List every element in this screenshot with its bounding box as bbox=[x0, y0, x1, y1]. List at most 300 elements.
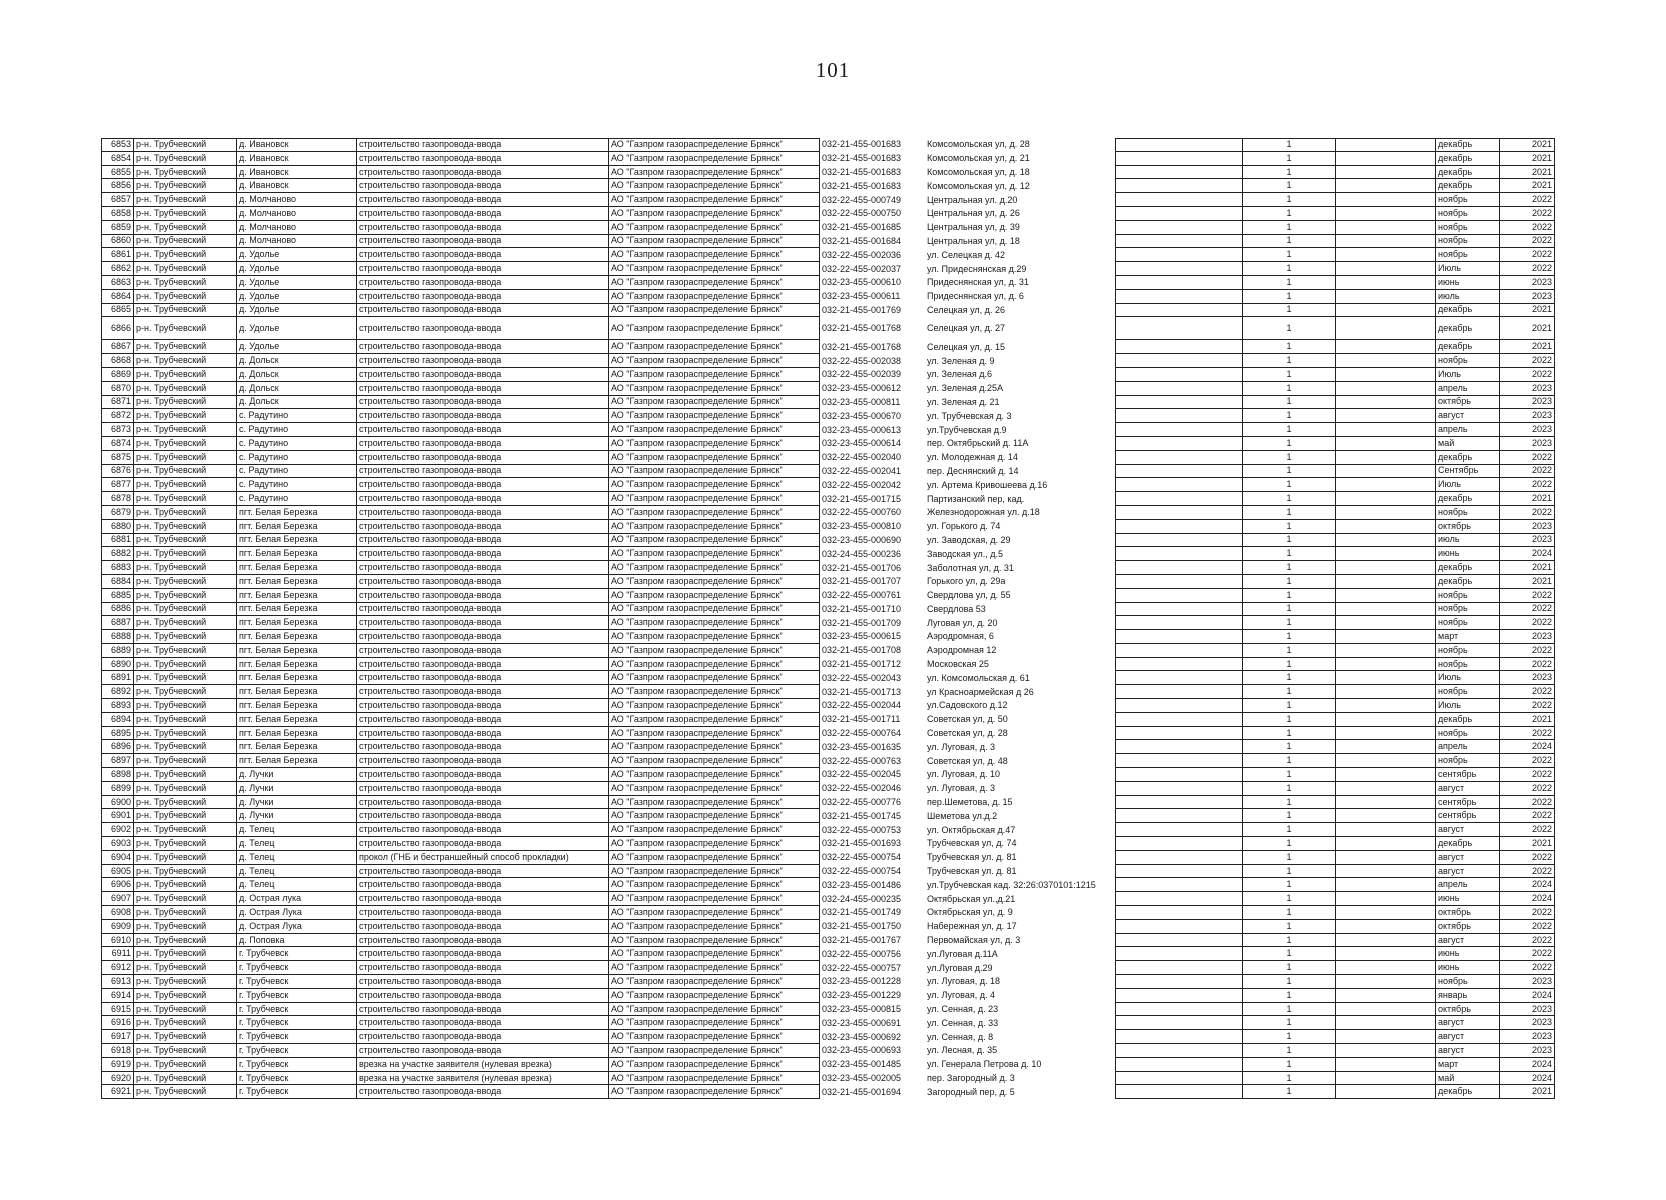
row-number: 6908 bbox=[101, 906, 134, 920]
quantity-cell: 1 bbox=[1243, 934, 1336, 948]
district-cell: р-н. Трубчевский bbox=[134, 1072, 237, 1086]
address-cell: Партизанский пер, кад. bbox=[927, 493, 1025, 504]
quantity-cell: 1 bbox=[1243, 248, 1336, 262]
address-cell: Набережная ул, д. 17 bbox=[927, 921, 1017, 932]
row-number: 6914 bbox=[101, 989, 134, 1003]
district-cell: р-н. Трубчевский bbox=[134, 906, 237, 920]
empty-cell bbox=[1115, 1085, 1243, 1099]
quantity-cell: 1 bbox=[1243, 409, 1336, 423]
row-number: 6885 bbox=[101, 589, 134, 603]
row-number: 6913 bbox=[101, 975, 134, 989]
empty-cell bbox=[1115, 754, 1243, 768]
empty-cell bbox=[1115, 166, 1243, 180]
locality-cell: д. Дольск bbox=[237, 382, 357, 396]
contract-code-cell: 032-22-455-002036 bbox=[822, 249, 902, 260]
year-cell: 2022 bbox=[1500, 616, 1555, 630]
empty-cell bbox=[1336, 207, 1436, 221]
organization-cell: АО "Газпром газораспределение Брянск" bbox=[609, 207, 820, 221]
empty-cell bbox=[1336, 644, 1436, 658]
district-cell: р-н. Трубчевский bbox=[134, 368, 237, 382]
address-cell: ул. Генерала Петрова д. 10 bbox=[927, 1059, 1042, 1070]
address-cell: ул. Зеленая д. 9 bbox=[927, 355, 995, 366]
contract-code-cell: 032-21-455-001684 bbox=[822, 235, 902, 246]
empty-cell bbox=[1115, 207, 1243, 221]
address-cell: Московская 25 bbox=[927, 659, 989, 670]
month-cell: август bbox=[1436, 934, 1500, 948]
quantity-cell: 1 bbox=[1243, 754, 1336, 768]
quantity-cell: 1 bbox=[1243, 1030, 1336, 1044]
empty-cell bbox=[1115, 920, 1243, 934]
organization-cell: АО "Газпром газораспределение Брянск" bbox=[609, 658, 820, 672]
year-cell: 2021 bbox=[1500, 575, 1555, 589]
address-cell: ул. Артема Кривошеева д.16 bbox=[927, 479, 1048, 490]
table-row bbox=[101, 276, 1555, 290]
table-row bbox=[101, 878, 1555, 892]
year-cell: 2021 bbox=[1500, 1085, 1555, 1099]
contract-code-cell: 032-23-455-000691 bbox=[822, 1017, 902, 1028]
year-cell: 2022 bbox=[1500, 920, 1555, 934]
empty-cell bbox=[1115, 382, 1243, 396]
empty-cell bbox=[1336, 262, 1436, 276]
empty-cell bbox=[1115, 603, 1243, 617]
district-cell: р-н. Трубчевский bbox=[134, 506, 237, 520]
contract-code-cell: 032-23-455-000612 bbox=[822, 383, 902, 394]
locality-cell: с. Радутино bbox=[237, 409, 357, 423]
district-cell: р-н. Трубчевский bbox=[134, 492, 237, 506]
district-cell: р-н. Трубчевский bbox=[134, 603, 237, 617]
district-cell: р-н. Трубчевский bbox=[134, 235, 237, 249]
empty-cell bbox=[1115, 138, 1243, 152]
month-cell: январь bbox=[1436, 989, 1500, 1003]
work-type-cell: строительство газопровода-ввода bbox=[357, 478, 609, 492]
contract-code-cell: 032-22-455-002044 bbox=[822, 700, 902, 711]
row-number: 6897 bbox=[101, 754, 134, 768]
table-row bbox=[101, 492, 1555, 506]
month-cell: ноябрь bbox=[1436, 727, 1500, 741]
district-cell: р-н. Трубчевский bbox=[134, 934, 237, 948]
organization-cell: АО "Газпром газораспределение Брянск" bbox=[609, 1016, 820, 1030]
empty-cell bbox=[1115, 989, 1243, 1003]
empty-cell bbox=[1115, 892, 1243, 906]
contract-code-cell: 032-22-455-000754 bbox=[822, 866, 902, 877]
row-number: 6911 bbox=[101, 947, 134, 961]
address-cell: ул.Трубчевская д.9 bbox=[927, 424, 1007, 435]
empty-cell bbox=[1336, 1044, 1436, 1058]
quantity-cell: 1 bbox=[1243, 740, 1336, 754]
table-row bbox=[101, 437, 1555, 451]
address-cell: ул. Зеленая д.6 bbox=[927, 369, 993, 380]
district-cell: р-н. Трубчевский bbox=[134, 1003, 237, 1017]
district-cell: р-н. Трубчевский bbox=[134, 451, 237, 465]
address-cell: пер. Деснянский д. 14 bbox=[927, 465, 1019, 476]
address-cell: ул. Луговая, д. 4 bbox=[927, 990, 995, 1001]
organization-cell: АО "Газпром газораспределение Брянск" bbox=[609, 396, 820, 410]
organization-cell: АО "Газпром газораспределение Брянск" bbox=[609, 809, 820, 823]
district-cell: р-н. Трубчевский bbox=[134, 1058, 237, 1072]
organization-cell: АО "Газпром газораспределение Брянск" bbox=[609, 290, 820, 304]
quantity-cell: 1 bbox=[1243, 630, 1336, 644]
work-type-cell: строительство газопровода-ввода bbox=[357, 423, 609, 437]
contract-code-cell: 032-21-455-001683 bbox=[822, 166, 902, 177]
table-row bbox=[101, 1044, 1555, 1058]
year-cell: 2022 bbox=[1500, 754, 1555, 768]
locality-cell: д. Острая Лука bbox=[237, 906, 357, 920]
empty-cell bbox=[1336, 1085, 1436, 1099]
empty-cell bbox=[1336, 782, 1436, 796]
row-number: 6901 bbox=[101, 809, 134, 823]
table-row bbox=[101, 796, 1555, 810]
year-cell: 2023 bbox=[1500, 1016, 1555, 1030]
quantity-cell: 1 bbox=[1243, 340, 1336, 354]
empty-cell bbox=[1336, 465, 1436, 479]
locality-cell: г. Трубчевск bbox=[237, 1058, 357, 1072]
table-row bbox=[101, 354, 1555, 368]
row-number: 6902 bbox=[101, 823, 134, 837]
address-cell: Шеметова ул.д.2 bbox=[927, 810, 998, 821]
table-row bbox=[101, 534, 1555, 548]
organization-cell: АО "Газпром газораспределение Брянск" bbox=[609, 409, 820, 423]
district-cell: р-н. Трубчевский bbox=[134, 304, 237, 318]
month-cell: ноябрь bbox=[1436, 616, 1500, 630]
table-row bbox=[101, 616, 1555, 630]
table-row bbox=[101, 152, 1555, 166]
quantity-cell: 1 bbox=[1243, 1058, 1336, 1072]
year-cell: 2022 bbox=[1500, 782, 1555, 796]
quantity-cell: 1 bbox=[1243, 290, 1336, 304]
table-row bbox=[101, 506, 1555, 520]
year-cell: 2021 bbox=[1500, 138, 1555, 152]
empty-cell bbox=[1115, 492, 1243, 506]
table-row bbox=[101, 920, 1555, 934]
quantity-cell: 1 bbox=[1243, 644, 1336, 658]
district-cell: р-н. Трубчевский bbox=[134, 920, 237, 934]
month-cell: ноябрь bbox=[1436, 754, 1500, 768]
quantity-cell: 1 bbox=[1243, 892, 1336, 906]
address-cell: Железнодорожная ул. д.18 bbox=[927, 507, 1040, 518]
row-number: 6899 bbox=[101, 782, 134, 796]
year-cell: 2022 bbox=[1500, 603, 1555, 617]
row-number: 6875 bbox=[101, 451, 134, 465]
year-cell: 2022 bbox=[1500, 961, 1555, 975]
work-type-cell: строительство газопровода-ввода bbox=[357, 1030, 609, 1044]
work-type-cell: строительство газопровода-ввода bbox=[357, 396, 609, 410]
contract-code-cell: 032-22-455-000761 bbox=[822, 590, 902, 601]
organization-cell: АО "Газпром газораспределение Брянск" bbox=[609, 1044, 820, 1058]
empty-cell bbox=[1115, 837, 1243, 851]
organization-cell: АО "Газпром газораспределение Брянск" bbox=[609, 906, 820, 920]
locality-cell: д. Телец bbox=[237, 865, 357, 879]
contract-code-cell: 032-22-455-002043 bbox=[822, 672, 902, 683]
empty-cell bbox=[1336, 1016, 1436, 1030]
work-type-cell: строительство газопровода-ввода bbox=[357, 768, 609, 782]
organization-cell: АО "Газпром газораспределение Брянск" bbox=[609, 796, 820, 810]
work-type-cell: строительство газопровода-ввода bbox=[357, 644, 609, 658]
year-cell: 2022 bbox=[1500, 851, 1555, 865]
empty-cell bbox=[1336, 603, 1436, 617]
year-cell: 2022 bbox=[1500, 947, 1555, 961]
row-number: 6855 bbox=[101, 166, 134, 180]
year-cell: 2023 bbox=[1500, 290, 1555, 304]
address-cell: Аэродромная, 6 bbox=[927, 631, 994, 642]
district-cell: р-н. Трубчевский bbox=[134, 409, 237, 423]
month-cell: июнь bbox=[1436, 961, 1500, 975]
empty-cell bbox=[1336, 138, 1436, 152]
locality-cell: пгт. Белая Березка bbox=[237, 506, 357, 520]
year-cell: 2023 bbox=[1500, 534, 1555, 548]
empty-cell bbox=[1336, 534, 1436, 548]
organization-cell: АО "Газпром газораспределение Брянск" bbox=[609, 740, 820, 754]
work-type-cell: строительство газопровода-ввода bbox=[357, 506, 609, 520]
locality-cell: д. Молчаново bbox=[237, 235, 357, 249]
quantity-cell: 1 bbox=[1243, 534, 1336, 548]
locality-cell: пгт. Белая Березка bbox=[237, 520, 357, 534]
contract-code-cell: 032-24-455-000236 bbox=[822, 548, 902, 559]
organization-cell: АО "Газпром газораспределение Брянск" bbox=[609, 547, 820, 561]
table-row bbox=[101, 1085, 1555, 1099]
contract-code-cell: 032-23-455-001486 bbox=[822, 879, 902, 890]
work-type-cell: строительство газопровода-ввода bbox=[357, 340, 609, 354]
work-type-cell: строительство газопровода-ввода bbox=[357, 685, 609, 699]
work-type-cell: строительство газопровода-ввода bbox=[357, 368, 609, 382]
year-cell: 2024 bbox=[1500, 1058, 1555, 1072]
address-cell: Свердлова 53 bbox=[927, 603, 986, 614]
locality-cell: д. Острая Лука bbox=[237, 920, 357, 934]
year-cell: 2023 bbox=[1500, 437, 1555, 451]
district-cell: р-н. Трубчевский bbox=[134, 837, 237, 851]
empty-cell bbox=[1115, 740, 1243, 754]
row-number: 6905 bbox=[101, 865, 134, 879]
empty-cell bbox=[1336, 396, 1436, 410]
year-cell: 2024 bbox=[1500, 878, 1555, 892]
address-cell: Аэродромная 12 bbox=[927, 645, 997, 656]
address-cell: Советская ул, д. 50 bbox=[927, 714, 1008, 725]
work-type-cell: строительство газопровода-ввода bbox=[357, 782, 609, 796]
locality-cell: пгт. Белая Березка bbox=[237, 589, 357, 603]
work-type-cell: строительство газопровода-ввода bbox=[357, 138, 609, 152]
year-cell: 2023 bbox=[1500, 423, 1555, 437]
year-cell: 2022 bbox=[1500, 658, 1555, 672]
contract-code-cell: 032-22-455-000749 bbox=[822, 194, 902, 205]
address-cell: Центральная ул, д. 26 bbox=[927, 208, 1020, 219]
table-row bbox=[101, 809, 1555, 823]
district-cell: р-н. Трубчевский bbox=[134, 437, 237, 451]
row-number: 6853 bbox=[101, 138, 134, 152]
address-cell: Горького ул, д. 29а bbox=[927, 576, 1006, 587]
year-cell: 2022 bbox=[1500, 865, 1555, 879]
table-row bbox=[101, 589, 1555, 603]
quantity-cell: 1 bbox=[1243, 989, 1336, 1003]
organization-cell: АО "Газпром газораспределение Брянск" bbox=[609, 837, 820, 851]
contract-code-cell: 032-21-455-001683 bbox=[822, 139, 902, 150]
contract-code-cell: 032-23-455-001635 bbox=[822, 741, 902, 752]
district-cell: р-н. Трубчевский bbox=[134, 290, 237, 304]
empty-cell bbox=[1336, 547, 1436, 561]
empty-cell bbox=[1115, 409, 1243, 423]
quantity-cell: 1 bbox=[1243, 658, 1336, 672]
organization-cell: АО "Газпром газораспределение Брянск" bbox=[609, 506, 820, 520]
table-row bbox=[101, 340, 1555, 354]
row-number: 6907 bbox=[101, 892, 134, 906]
empty-cell bbox=[1115, 179, 1243, 193]
locality-cell: пгт. Белая Березка bbox=[237, 630, 357, 644]
address-cell: ул. Комсомольская д. 61 bbox=[927, 672, 1030, 683]
locality-cell: пгт. Белая Березка bbox=[237, 671, 357, 685]
district-cell: р-н. Трубчевский bbox=[134, 1044, 237, 1058]
district-cell: р-н. Трубчевский bbox=[134, 179, 237, 193]
month-cell: март bbox=[1436, 1058, 1500, 1072]
month-cell: декабрь bbox=[1436, 152, 1500, 166]
district-cell: р-н. Трубчевский bbox=[134, 561, 237, 575]
empty-cell bbox=[1115, 304, 1243, 318]
locality-cell: д. Удолье bbox=[237, 317, 357, 340]
quantity-cell: 1 bbox=[1243, 368, 1336, 382]
empty-cell bbox=[1336, 671, 1436, 685]
year-cell: 2023 bbox=[1500, 1003, 1555, 1017]
quantity-cell: 1 bbox=[1243, 506, 1336, 520]
year-cell: 2022 bbox=[1500, 589, 1555, 603]
locality-cell: д. Телец bbox=[237, 851, 357, 865]
work-type-cell: строительство газопровода-ввода bbox=[357, 152, 609, 166]
empty-cell bbox=[1336, 409, 1436, 423]
organization-cell: АО "Газпром газораспределение Брянск" bbox=[609, 699, 820, 713]
locality-cell: г. Трубчевск bbox=[237, 1003, 357, 1017]
empty-cell bbox=[1336, 478, 1436, 492]
row-number: 6910 bbox=[101, 934, 134, 948]
address-cell: ул. Заводская, д. 29 bbox=[927, 534, 1011, 545]
quantity-cell: 1 bbox=[1243, 851, 1336, 865]
month-cell: октябрь bbox=[1436, 396, 1500, 410]
empty-cell bbox=[1336, 1003, 1436, 1017]
contract-code-cell: 032-23-455-002005 bbox=[822, 1072, 902, 1083]
quantity-cell: 1 bbox=[1243, 138, 1336, 152]
work-type-cell: строительство газопровода-ввода bbox=[357, 989, 609, 1003]
contract-code-cell: 032-21-455-001750 bbox=[822, 921, 902, 932]
month-cell: август bbox=[1436, 851, 1500, 865]
work-type-cell: строительство газопровода-ввода bbox=[357, 235, 609, 249]
table-row bbox=[101, 851, 1555, 865]
year-cell: 2022 bbox=[1500, 644, 1555, 658]
locality-cell: с. Радутино bbox=[237, 465, 357, 479]
empty-cell bbox=[1336, 920, 1436, 934]
quantity-cell: 1 bbox=[1243, 603, 1336, 617]
district-cell: р-н. Трубчевский bbox=[134, 166, 237, 180]
organization-cell: АО "Газпром газораспределение Брянск" bbox=[609, 437, 820, 451]
month-cell: июнь bbox=[1436, 276, 1500, 290]
address-cell: ул.Садовского д.12 bbox=[927, 700, 1008, 711]
work-type-cell: строительство газопровода-ввода bbox=[357, 547, 609, 561]
row-number: 6884 bbox=[101, 575, 134, 589]
address-cell: Придеснянская ул, д. 6 bbox=[927, 291, 1024, 302]
quantity-cell: 1 bbox=[1243, 809, 1336, 823]
month-cell: август bbox=[1436, 782, 1500, 796]
month-cell: ноябрь bbox=[1436, 644, 1500, 658]
row-number: 6865 bbox=[101, 304, 134, 318]
locality-cell: г. Трубчевск bbox=[237, 1072, 357, 1086]
year-cell: 2021 bbox=[1500, 837, 1555, 851]
district-cell: р-н. Трубчевский bbox=[134, 396, 237, 410]
locality-cell: д. Лучки bbox=[237, 782, 357, 796]
empty-cell bbox=[1115, 437, 1243, 451]
month-cell: декабрь bbox=[1436, 451, 1500, 465]
quantity-cell: 1 bbox=[1243, 671, 1336, 685]
year-cell: 2024 bbox=[1500, 740, 1555, 754]
contract-code-cell: 032-22-455-000760 bbox=[822, 507, 902, 518]
year-cell: 2022 bbox=[1500, 506, 1555, 520]
row-number: 6873 bbox=[101, 423, 134, 437]
work-type-cell: строительство газопровода-ввода bbox=[357, 809, 609, 823]
empty-cell bbox=[1336, 276, 1436, 290]
district-cell: р-н. Трубчевский bbox=[134, 248, 237, 262]
month-cell: декабрь bbox=[1436, 179, 1500, 193]
contract-code-cell: 032-23-455-001229 bbox=[822, 990, 902, 1001]
empty-cell bbox=[1336, 851, 1436, 865]
organization-cell: АО "Газпром газораспределение Брянск" bbox=[609, 1085, 820, 1099]
quantity-cell: 1 bbox=[1243, 575, 1336, 589]
table-row bbox=[101, 396, 1555, 410]
empty-cell bbox=[1115, 934, 1243, 948]
table-row bbox=[101, 934, 1555, 948]
locality-cell: пгт. Белая Березка bbox=[237, 713, 357, 727]
empty-cell bbox=[1336, 975, 1436, 989]
table-row bbox=[101, 138, 1555, 152]
empty-cell bbox=[1115, 152, 1243, 166]
organization-cell: АО "Газпром газораспределение Брянск" bbox=[609, 947, 820, 961]
organization-cell: АО "Газпром газораспределение Брянск" bbox=[609, 713, 820, 727]
month-cell: ноябрь bbox=[1436, 221, 1500, 235]
contract-code-cell: 032-21-455-001706 bbox=[822, 562, 902, 573]
contract-code-cell: 032-22-455-002037 bbox=[822, 263, 902, 274]
quantity-cell: 1 bbox=[1243, 166, 1336, 180]
quantity-cell: 1 bbox=[1243, 1044, 1336, 1058]
quantity-cell: 1 bbox=[1243, 317, 1336, 340]
district-cell: р-н. Трубчевский bbox=[134, 713, 237, 727]
district-cell: р-н. Трубчевский bbox=[134, 589, 237, 603]
empty-cell bbox=[1336, 1030, 1436, 1044]
empty-cell bbox=[1115, 713, 1243, 727]
row-number: 6883 bbox=[101, 561, 134, 575]
work-type-cell: строительство газопровода-ввода bbox=[357, 575, 609, 589]
empty-cell bbox=[1115, 727, 1243, 741]
table-row bbox=[101, 837, 1555, 851]
locality-cell: д. Телец bbox=[237, 823, 357, 837]
work-type-cell: строительство газопровода-ввода bbox=[357, 290, 609, 304]
organization-cell: АО "Газпром газораспределение Брянск" bbox=[609, 768, 820, 782]
organization-cell: АО "Газпром газораспределение Брянск" bbox=[609, 354, 820, 368]
district-cell: р-н. Трубчевский bbox=[134, 892, 237, 906]
empty-cell bbox=[1115, 878, 1243, 892]
row-number: 6854 bbox=[101, 152, 134, 166]
quantity-cell: 1 bbox=[1243, 396, 1336, 410]
locality-cell: пгт. Белая Березка bbox=[237, 754, 357, 768]
quantity-cell: 1 bbox=[1243, 304, 1336, 318]
work-type-cell: строительство газопровода-ввода bbox=[357, 920, 609, 934]
quantity-cell: 1 bbox=[1243, 478, 1336, 492]
row-number: 6878 bbox=[101, 492, 134, 506]
year-cell: 2022 bbox=[1500, 699, 1555, 713]
contract-code-cell: 032-21-455-001769 bbox=[822, 304, 902, 315]
district-cell: р-н. Трубчевский bbox=[134, 699, 237, 713]
locality-cell: г. Трубчевск bbox=[237, 1016, 357, 1030]
empty-cell bbox=[1336, 1058, 1436, 1072]
empty-cell bbox=[1336, 152, 1436, 166]
empty-cell bbox=[1115, 1003, 1243, 1017]
contract-code-cell: 032-22-455-000754 bbox=[822, 852, 902, 863]
empty-cell bbox=[1115, 589, 1243, 603]
empty-cell bbox=[1336, 561, 1436, 575]
locality-cell: д. Удолье bbox=[237, 276, 357, 290]
table-row bbox=[101, 740, 1555, 754]
quantity-cell: 1 bbox=[1243, 823, 1336, 837]
